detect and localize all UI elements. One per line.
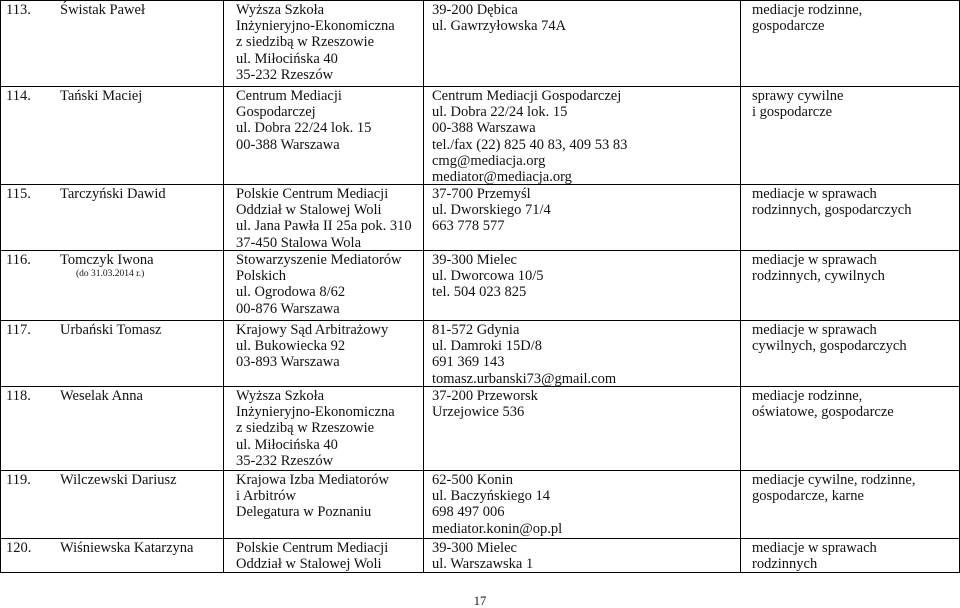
mediator-name-text: Wilczewski Dariusz: [60, 472, 177, 488]
specialization-line: sprawy cywilne: [752, 88, 844, 104]
specialization-line: gospodarcze: [752, 18, 825, 35]
address-line: 00-388 Warszawa: [432, 120, 536, 137]
mediator-name: [60, 388, 143, 404]
address-line: ul. Dobra 22/24 lok. 15: [432, 104, 568, 121]
organization-line: Inżynieryjno-Ekonomiczna: [236, 404, 395, 421]
address-line: tel. 504 023 825: [432, 284, 527, 301]
address-line: Urzejowice 536: [432, 404, 525, 421]
address-line: 37-700 Przemyśl: [432, 186, 531, 202]
mediator-name: [60, 186, 166, 202]
entry-number: 115.: [6, 186, 31, 202]
specialization-line: cywilnych, gospodarczych: [752, 338, 907, 355]
mediator-name: [60, 540, 194, 556]
entry-number: 118.: [6, 388, 31, 404]
contact-address: [432, 388, 538, 420]
organization-line: Polskie Centrum Mediacji: [236, 540, 389, 556]
organization-line: Polskie Centrum Mediacji: [236, 186, 389, 202]
organization-line: Delegatura w Poznaniu: [236, 504, 372, 521]
address-line: mediator@mediacja.org: [432, 169, 572, 186]
mediator-name-text: Urbański Tomasz: [60, 322, 162, 338]
row-separator: [0, 0, 960, 1]
address-line: cmg@mediacja.org: [432, 152, 546, 169]
address-line: ul. Dworcowa 10/5: [432, 268, 544, 285]
organization: [236, 88, 371, 153]
mediator-name: [60, 88, 142, 104]
address-line: 62-500 Konin: [432, 472, 513, 488]
organization-line: 35-232 Rzeszów: [236, 452, 334, 469]
address-line: ul. Damroki 15D/8: [432, 338, 542, 355]
row-separator: [0, 320, 960, 321]
mediator-name: [60, 322, 161, 338]
contact-address: [432, 252, 544, 301]
entry-number: 114.: [6, 88, 31, 104]
organization-line: Centrum Mediacji: [236, 88, 342, 104]
mediator-name-text: Świstak Paweł: [60, 2, 145, 18]
address-line: ul. Gawrzyłowska 74A: [432, 18, 567, 35]
organization-line: Krajowa Izba Mediatorów: [236, 472, 389, 488]
mediator-name-text: Wiśniewska Katarzyna: [60, 540, 194, 556]
specialization-line: oświatowe, gospodarcze: [752, 404, 894, 421]
mediator-name: [60, 2, 145, 18]
address-line: ul. Warszawska 1: [432, 556, 534, 573]
specialization-line: mediacje w sprawach: [752, 186, 877, 202]
specialization: [752, 472, 915, 504]
organization-line: z siedzibą w Rzeszowie: [236, 420, 375, 437]
organization-line: ul. Miłocińska 40: [236, 50, 338, 67]
organization: [236, 186, 412, 251]
organization: [236, 472, 389, 521]
mediator-name: [60, 472, 177, 488]
address-line: tomasz.urbanski73@gmail.com: [432, 370, 617, 387]
mediator-name-text: Tomczyk Iwona: [60, 252, 154, 268]
row-separator: [0, 250, 960, 251]
organization-line: Inżynieryjno-Ekonomiczna: [236, 18, 395, 35]
organization-line: Krajowy Sąd Arbitrażowy: [236, 322, 389, 338]
organization-line: i Arbitrów: [236, 488, 297, 505]
mediator-name-text: Tański Maciej: [60, 88, 143, 104]
organization-line: Oddział w Stalowej Woli: [236, 202, 382, 219]
address-line: 81-572 Gdynia: [432, 322, 520, 338]
entry-number: 116.: [6, 252, 31, 268]
address-line: Centrum Mediacji Gospodarczej: [432, 88, 622, 104]
address-line: 39-300 Mielec: [432, 540, 517, 556]
specialization: [752, 252, 885, 284]
specialization-line: mediacje rodzinne,: [752, 2, 863, 18]
page-number: 17: [473, 594, 487, 608]
specialization-line: rodzinnych, gospodarczych: [752, 202, 912, 219]
entry-number: 117.: [6, 322, 31, 338]
specialization-line: rodzinnych: [752, 556, 818, 573]
specialization-line: mediacje cywilne, rodzinne,: [752, 472, 916, 488]
organization-line: 00-876 Warszawa: [236, 300, 340, 317]
specialization: [752, 88, 843, 120]
address-line: ul. Dworskiego 71/4: [432, 202, 551, 219]
address-line: 39-200 Dębica: [432, 2, 518, 18]
organization-line: Polskich: [236, 268, 286, 285]
address-line: 663 778 577: [432, 218, 505, 235]
address-line: 698 497 006: [432, 504, 505, 521]
specialization-line: mediacje w sprawach: [752, 540, 877, 556]
organization-line: Stowarzyszenie Mediatorów: [236, 252, 402, 268]
contact-address: [432, 186, 551, 235]
specialization: [752, 322, 907, 354]
contact-address: [432, 88, 627, 185]
contact-address: [432, 540, 533, 572]
organization: [236, 322, 388, 371]
specialization-line: mediacje w sprawach: [752, 322, 877, 338]
address-line: mediator.konin@op.pl: [432, 520, 563, 537]
mediator-name: [60, 252, 154, 280]
specialization: [752, 186, 911, 218]
specialization-line: i gospodarcze: [752, 104, 833, 121]
organization-line: Oddział w Stalowej Woli: [236, 556, 382, 573]
entry-number: 113.: [6, 2, 31, 18]
row-separator: [0, 86, 960, 87]
entry-number: 120.: [6, 540, 32, 556]
entry-number: 119.: [6, 472, 31, 488]
specialization: [752, 2, 862, 34]
specialization: [752, 388, 894, 420]
specialization-line: rodzinnych, cywilnych: [752, 268, 885, 285]
organization-line: ul. Miłocińska 40: [236, 436, 338, 453]
contact-address: [432, 2, 566, 34]
organization-line: Gospodarczej: [236, 104, 316, 121]
mediator-name-text: Weselak Anna: [60, 388, 143, 404]
organization-line: z siedzibą w Rzeszowie: [236, 34, 375, 51]
organization-line: ul. Bukowiecka 92: [236, 338, 346, 355]
address-line: 37-200 Przeworsk: [432, 388, 538, 404]
specialization-line: gospodarcze, karne: [752, 488, 864, 505]
organization: [236, 2, 395, 83]
organization-line: 03-893 Warszawa: [236, 354, 340, 371]
contact-address: [432, 472, 562, 537]
row-separator: [0, 470, 960, 471]
organization-line: 00-388 Warszawa: [236, 136, 340, 153]
address-line: ul. Baczyńskiego 14: [432, 488, 550, 505]
organization-line: ul. Ogrodowa 8/62: [236, 284, 346, 301]
address-line: tel./fax (22) 825 40 83, 409 53 83: [432, 136, 628, 153]
organization: [236, 388, 395, 469]
address-line: 691 369 143: [432, 354, 505, 371]
organization-line: 37-450 Stalowa Wola: [236, 234, 362, 251]
organization-line: ul. Jana Pawła II 25a pok. 310: [236, 218, 412, 235]
row-separator: [0, 538, 960, 539]
mediator-name-text: Tarczyński Dawid: [60, 186, 166, 202]
organization: [236, 252, 402, 317]
organization: [236, 540, 388, 572]
contact-address: [432, 322, 616, 387]
specialization-line: mediacje w sprawach: [752, 252, 877, 268]
mediator-note: (do 31.03.2014 r.): [76, 269, 145, 280]
address-line: 39-300 Mielec: [432, 252, 517, 268]
specialization: [752, 540, 877, 572]
specialization-line: mediacje rodzinne,: [752, 388, 863, 404]
organization-line: Wyższa Szkoła: [236, 2, 325, 18]
organization-line: 35-232 Rzeszów: [236, 66, 334, 83]
organization-line: ul. Dobra 22/24 lok. 15: [236, 120, 372, 137]
organization-line: Wyższa Szkoła: [236, 388, 325, 404]
